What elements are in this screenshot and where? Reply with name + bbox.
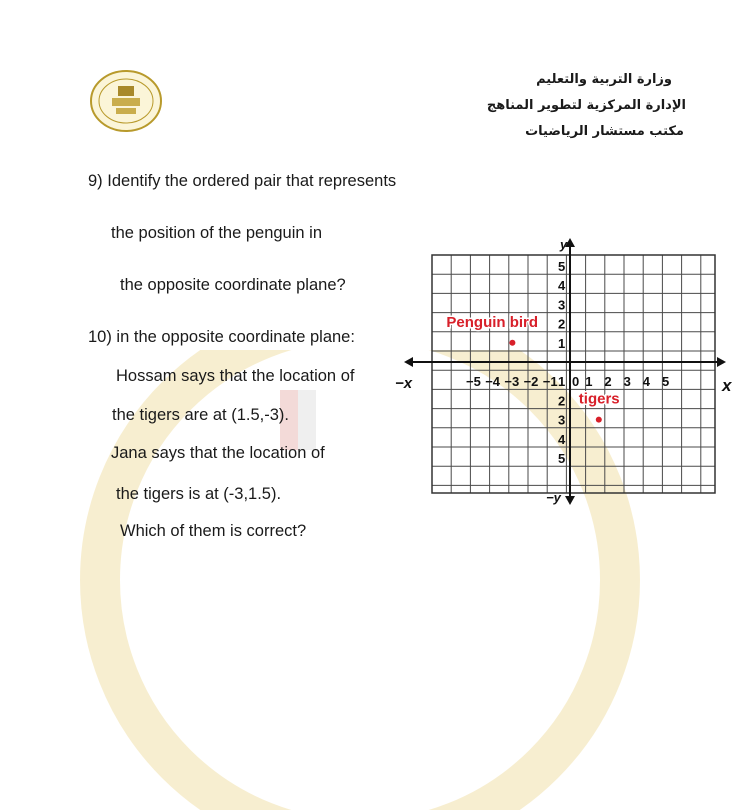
x-axis-left-arrow: [404, 357, 413, 367]
y-tick-label: 4: [558, 431, 566, 447]
y-tick-label: 4: [558, 278, 566, 294]
point-label: Penguin bird: [446, 313, 539, 331]
y-tick-label: 3: [558, 412, 566, 428]
y-tick-label: 2: [558, 393, 566, 409]
x-tick-label: 2: [604, 374, 612, 389]
question-9-line-2: the position of the penguin in: [111, 224, 322, 242]
x-tick-label: 1: [585, 374, 593, 389]
y-tick-label: 5: [558, 451, 566, 466]
point-marker: [509, 340, 515, 346]
y-tick-label: 3: [558, 297, 566, 313]
x-tick-label: −5: [466, 374, 481, 389]
question-9-line-3: the opposite coordinate plane?: [120, 276, 346, 294]
point-label: tigers: [578, 390, 620, 408]
y-tick-label: 1: [558, 374, 566, 390]
y-axis-down-arrow: [565, 496, 575, 505]
x-axis-right-arrow: [717, 357, 726, 367]
question-10-line-5: the tigers is at (-3,1.5).: [116, 485, 282, 503]
x-tick-label: −1: [542, 374, 558, 389]
x-tick-label: 0: [572, 374, 580, 389]
neg-y-label: −y: [546, 490, 561, 505]
coordinate-plane: [390, 232, 750, 512]
question-10-line-1: 10) in the opposite coordinate plane:: [88, 328, 355, 346]
question-9-line-1: 9) Identify the ordered pair that represents: [88, 172, 397, 190]
y-label: y: [560, 237, 568, 252]
header-line-2: الإدارة المركزية لتطوير المناهج: [486, 98, 686, 113]
question-10-line-6: Which of them is correct?: [120, 522, 307, 540]
plotted-points: [446, 314, 619, 423]
point-marker: [596, 417, 602, 423]
tick-labels: [395, 237, 733, 505]
x-tick-label: −4: [485, 374, 501, 389]
ministry-seal-icon: [88, 68, 164, 134]
question-10-line-2: Hossam says that the location of: [116, 367, 355, 385]
x-tick-label: 5: [662, 374, 670, 389]
x-tick-label: 4: [642, 374, 651, 389]
header-line-3: مكتب مستشار الرياضيات: [525, 124, 684, 139]
x-tick-label: −2: [523, 374, 539, 389]
y-tick-label: 1: [558, 335, 566, 351]
x-tick-label: 3: [623, 374, 631, 389]
question-10-line-4: Jana says that the location of: [111, 444, 325, 462]
neg-x-label: −x: [395, 375, 413, 392]
x-tick-label: −3: [504, 374, 520, 389]
y-tick-label: 2: [558, 316, 566, 332]
question-10-line-3: the tigers are at (1.5,-3).: [112, 406, 289, 424]
header-line-1: وزارة التربية والتعليم: [536, 72, 672, 87]
x-label: x: [722, 376, 732, 395]
y-tick-label: 5: [558, 259, 566, 274]
